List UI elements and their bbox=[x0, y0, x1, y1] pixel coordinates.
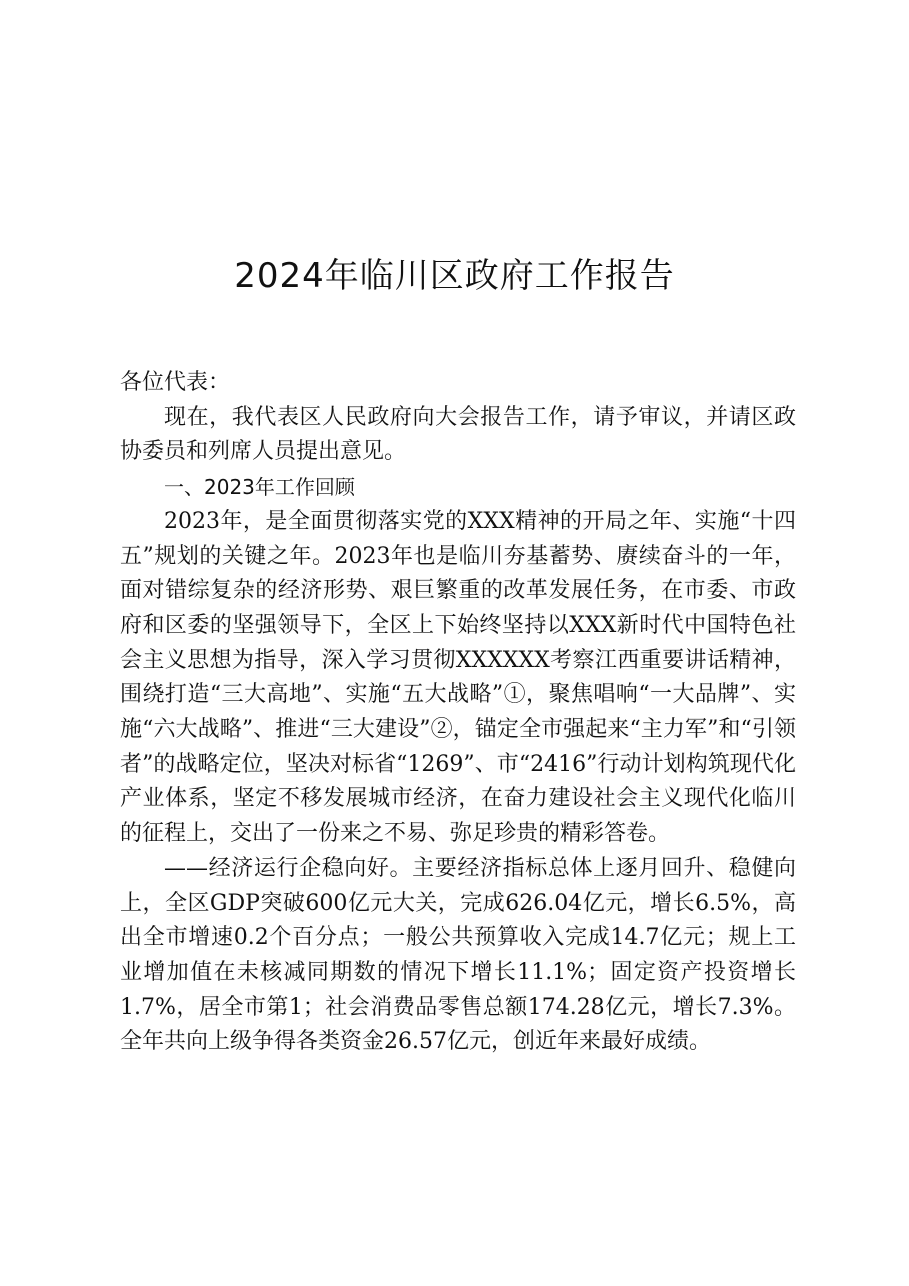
document-title: 2024年临川区政府工作报告 bbox=[234, 256, 675, 296]
economy-paragraph: ——经济运行企稳向好。主要经济指标总体上逐月回升、稳健向上，全区GDP突破600亿元大关，完成626.04亿元，增长6.5%，高出全市增速0.2个百分点；一般公共预算收入完成14.7亿元；规上工业增加值在未核减同期数的情况下增长11.1%；固定资产投资增长1.7%，居全市第1；社会消费品零售总额174.28亿元，增长7.3%。全年共向上级争得各类资金26.57亿元，创近年来最好成绩。 bbox=[120, 855, 796, 1055]
intro-paragraph: 现在，我代表区人民政府向大会报告工作，请予审议，并请区政协委员和列席人员提出意见。 bbox=[120, 404, 796, 465]
document-body bbox=[120, 366, 796, 1060]
section-heading: 一、2023年工作回顾 bbox=[164, 475, 355, 500]
review-paragraph: 2023年，是全面贯彻落实党的XXX精神的开局之年、实施“十四五”规划的关键之年。2023年也是临川夯基蓄势、赓续奋斗的一年，面对错综复杂的经济形势、艰巨繁重的改革发展任务，在市委、市政府和区委的坚强领导下，全区上下始终坚持以XXX新时代中国特色社会主义思想为指导，深入学习贯彻XXXXXX考察江西重要讲话精神，围绕打造“三大高地”、实施“五大战略”①，聚焦唱响“一大品牌”、实施“六大战略”、推进“三大建设”②，锚定全市强起来“主力军”和“引领者”的战略定位，坚决对标省“1269”、市“2416”行动计划构筑现代化产业体系，坚定不移发展城市经济，在奋力建设社会主义现代化临川的征程上，交出了一份来之不易、弥足珍贵的精彩答卷。 bbox=[120, 508, 796, 847]
greeting-line: 各位代表： bbox=[120, 370, 231, 395]
